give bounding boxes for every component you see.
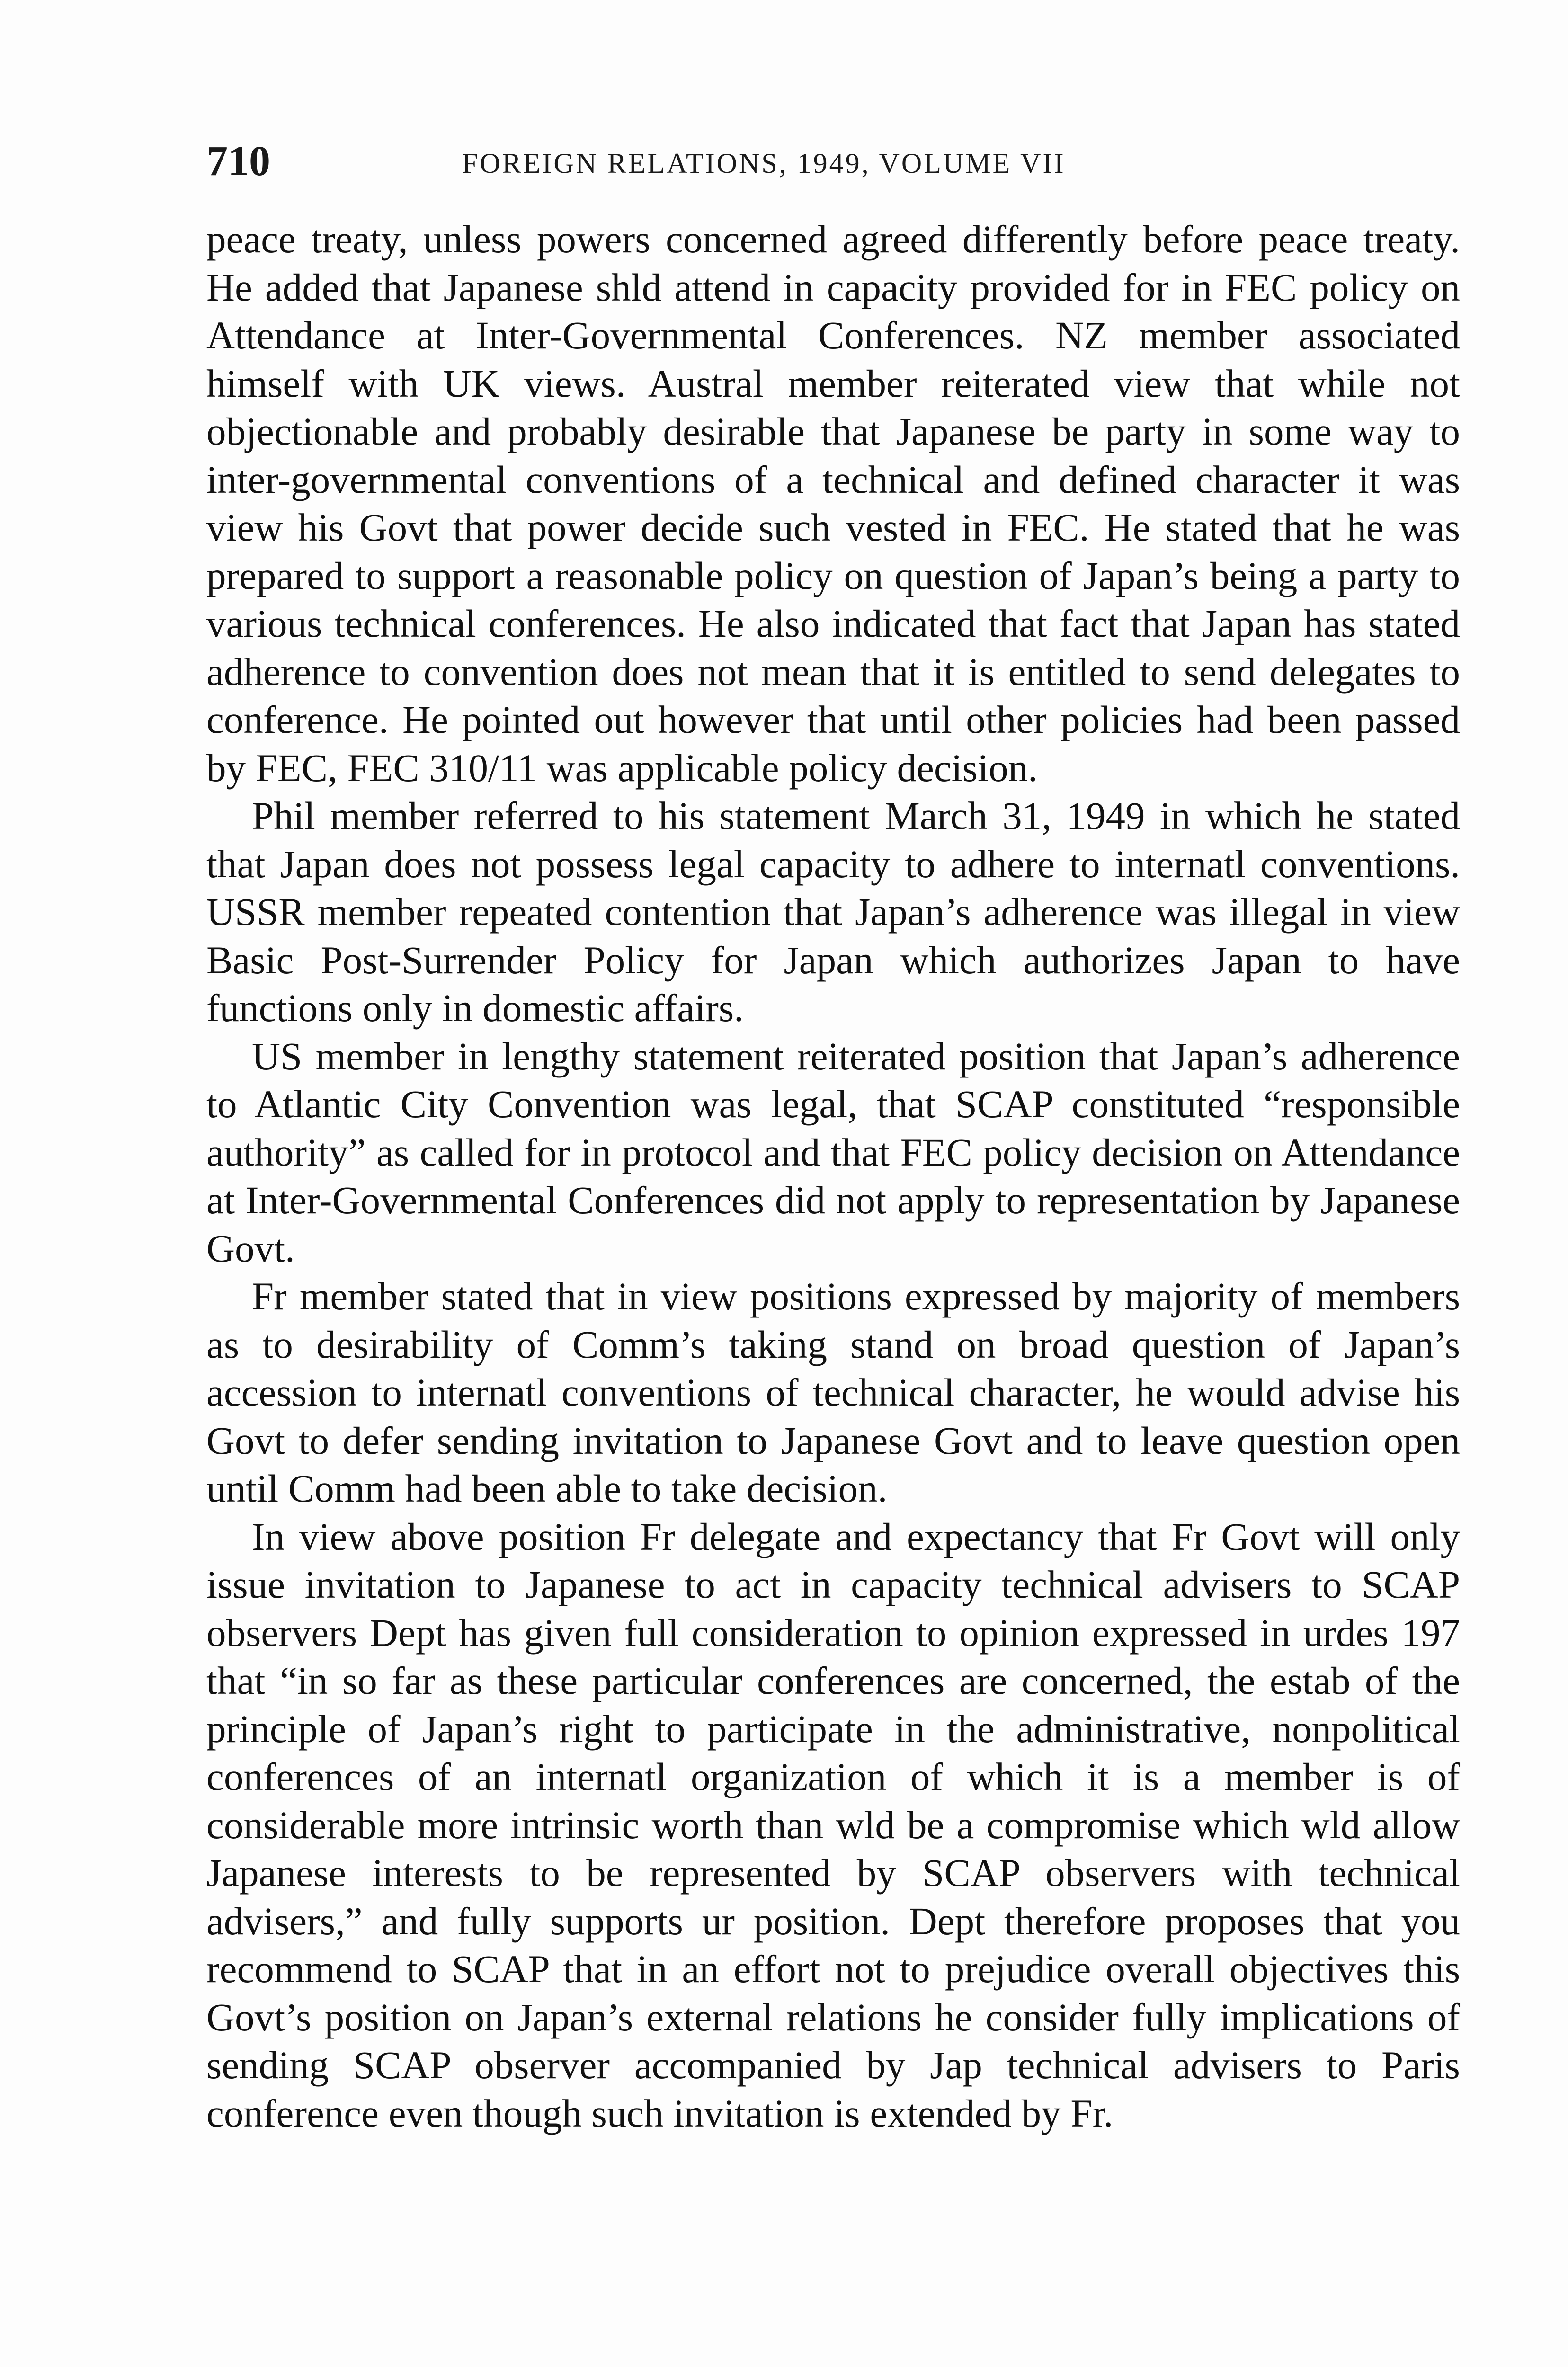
paragraph-dept-position: In view above position Fr delegate and expectancy that Fr Govt will only issue invitation to Japanese to act in capacity technical advisers to SCAP observers Dept has given full consideration to opinion expressed in urdes 197 that “in so far as these particular conferences are concerned, the estab of the principle of Japan’s right to participate in the administrative, nonpolitical conferences of an internatl organization of which it is a member is of considerable more intrinsic worth than wld be a compromise which wld allow Japanese interests to be represented by SCAP observers with technical advisers,” and fully supports ur position. Dept therefore proposes that you recommend to SCAP that in an effort not to prejudice overall objectives this Govt’s position on Japan’s external relations he consider fully implications of sending SCAP observer accompanied by Jap technical advisers to Paris conference even though such invitation is extended by Fr.: [206, 1514, 1460, 2135]
body-text: [206, 215, 1460, 2137]
page-header: [206, 135, 1475, 187]
paragraph-continuation: peace treaty, unless powers concerned agreed differently before peace treaty. He added that Japanese shld attend in capacity provided for in FEC policy on Attendance at Inter-Governmental Conferences. NZ member associated himself with UK views. Austral member reiterated view that while not objectionable and probably desirable that Japanese be party in some way to inter-governmental conventions of a technical and defined character it was view his Govt that power decide such vested in FEC. He stated that he was prepared to support a reasonable policy on question of Japan’s being a party to various technical conferences. He also indicated that fact that Japan has stated adherence to convention does not mean that it is entitled to send delegates to conference. He pointed out however that until other policies had been passed by FEC, FEC 310/11 was applicable policy decision.: [206, 217, 1460, 790]
paragraph-us-member: US member in lengthy statement reiterated position that Japan’s adherence to Atlantic City Convention was legal, that SCAP constituted “responsible authority” as called for in protocol and that FEC policy decision on Attendance at Inter-Governmental Conferences did not apply to representation by Japanese Govt.: [206, 1034, 1460, 1270]
paragraph-phil-member: Phil member referred to his statement March 31, 1949 in which he stated that Japan does not possess legal capacity to adhere to internatl conventions. USSR member repeated contention that Japan’s adherence was illegal in view Basic Post-Surrender Policy for Japan which authorizes Japan to have functions only in domestic affairs.: [206, 794, 1460, 1030]
paragraph-fr-member: Fr member stated that in view positions expressed by majority of members as to desirability of Comm’s taking stand on broad question of Japan’s accession to internatl conventions of technical character, he would advise his Govt to defer sending invitation to Japanese Govt and to leave question open until Comm had been able to take decision.: [206, 1274, 1460, 1510]
page-number: 710: [206, 138, 270, 185]
running-head: FOREIGN RELATIONS, 1949, VOLUME VII: [462, 148, 1066, 179]
